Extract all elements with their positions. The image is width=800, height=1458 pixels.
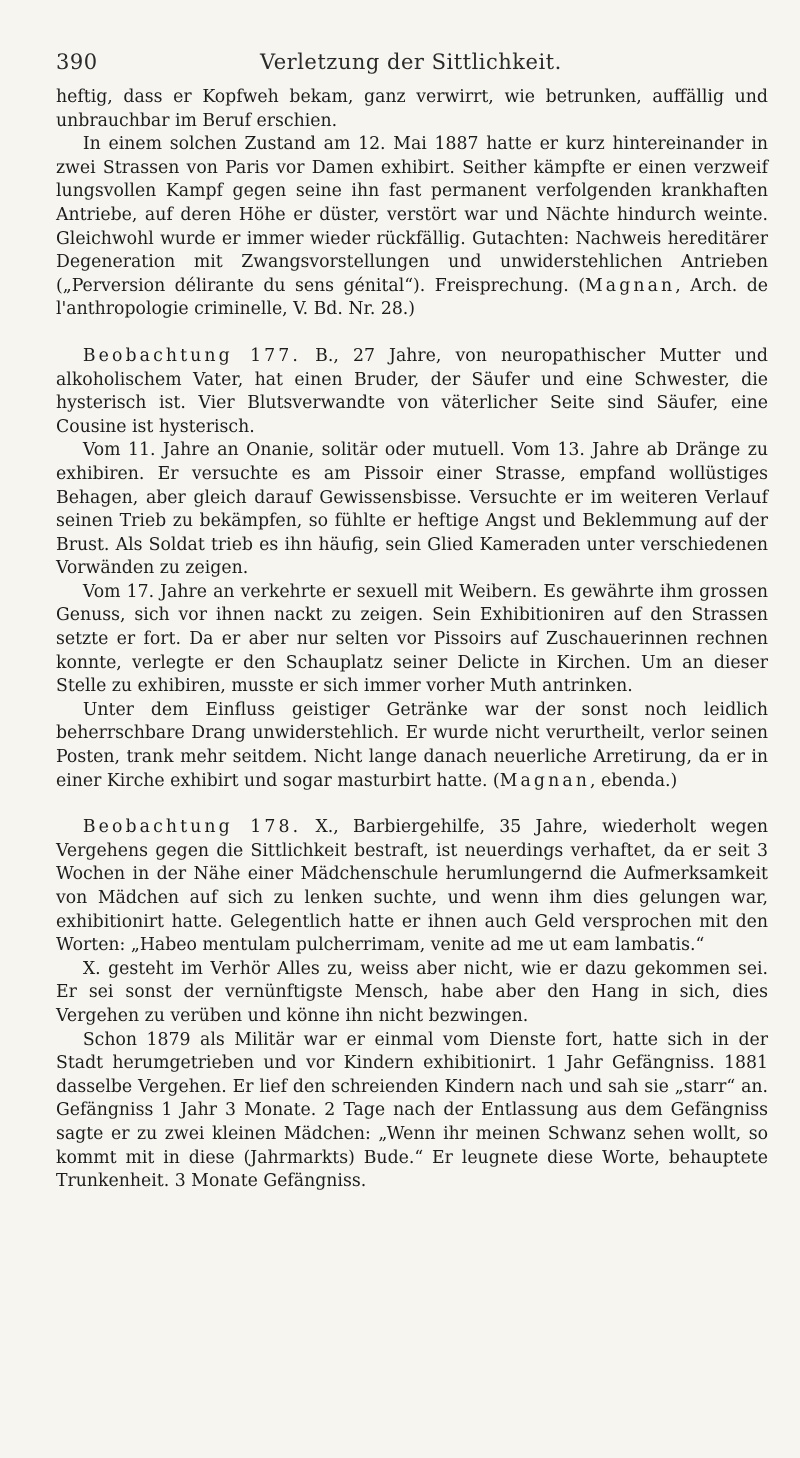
case-heading: Beobachtung 177. [82, 345, 302, 366]
body-text [56, 86, 768, 1194]
paragraph [56, 958, 768, 1029]
paragraph [56, 581, 768, 699]
paragraph-text: Vom 11. Jahre an Onanie, solitär oder mutuell. Vom 13. Jahre ab Dränge zu exhibiren. Er versuchte es am Pissoir einer Strasse, empfand wollüstiges Behagen, aber gleich darauf Gewissensbisse. Versuchte er im weiteren Verlauf seinen Trieb zu bekämpfen, so fühlte er heftige Angst und Beklemmung auf der Brust. Als Soldat trieb es ihn häufig, sein Glied Kameraden unter verschiedenen Vorwänden zu zeigen. [56, 440, 768, 579]
cited-author: Magnan [499, 770, 590, 791]
page-header [56, 50, 760, 82]
paragraph-text: X. gesteht im Verhör Alles zu, weiss aber nicht, wie er dazu gekommen sei. Er sei sonst der vernünftigste Mensch, habe aber den Hang in sich, dies Vergehen zu verüben und könne ihn nicht bezwingen. [56, 958, 768, 1026]
paragraph-text: B., 27 Jahre, von neuropathischer Mutter und alkoholischem Vater, hat einen Bruder, der Säufer und eine Schwester, die hysterisch ist. Vier Blutsverwandte von väterlicher Seite sind Säufer, eine Cousine ist hysterisch. [56, 345, 768, 437]
paragraph [56, 1029, 768, 1194]
case-heading: Beobachtung 178. [82, 817, 302, 838]
paragraph-text: Schon 1879 als Militär war er einmal vom Dienste fort, hatte sich in der Stadt herumgetrieben und vor Kindern exhibitionirt. 1 Jahr Gefängniss. 1881 dasselbe Vergehen. Er lief den schreienden Kindern nach und sah sie „starr“ an. Gefängniss 1 Jahr 3 Monate. 2 Tage nach der Entlassung aus dem Gefängniss sagte er zu zwei kleinen Mädchen: „Wenn ihr meinen Schwanz sehen wollt, so kommt mit in diese (Jahrmarkts) Bude.“ Er leugnete diese Worte, behauptete Trunkenheit. 3 Monate Gefängniss. [56, 1029, 768, 1192]
paragraph-text: Vom 17. Jahre an verkehrte er sexuell mit Weibern. Es gewährte ihm grossen Genuss, sich vor ihnen nackt zu zeigen. Sein Exhibitioniren auf den Strassen setzte er fort. Da er aber nur selten vor Pissoirs auf Zuschauerinnen rechnen konnte, verlegte er den Schauplatz seiner Delicte in Kirchen. Um an dieser Stelle zu exhibiren, musste er sich immer vorher Muth antrinken. [56, 581, 768, 697]
case-paragraph [56, 345, 768, 439]
citation-text: , Arch. de l'anthropologie criminelle, V. Bd. Nr. 28.) [56, 275, 768, 320]
case-paragraph [56, 816, 768, 958]
paragraph [56, 439, 768, 581]
paragraph [56, 86, 768, 133]
cited-author: Magnan [584, 275, 676, 296]
running-head: Verletzung der Sittlichkeit. [260, 50, 562, 74]
paragraph-text: In einem solchen Zustand am 12. Mai 1887 hatte er kurz hintereinander in zwei Strassen von Paris vor Damen exhibirt. Seither kämpfte er einen verzweif lungsvollen Kampf gegen seine ihn fast permanent verfolgenden krankhaften Antriebe, auf deren Höhe er düster, verstört war und Nächte hindurch weinte. Gleichwohl wurde er immer wieder rückfällig. Gutachten: Nachweis hereditärer Degeneration mit Zwangsvorstellungen und unwiderstehlichen Antrieben („Perversion délirante du sens génital“). Freisprechung. ( [56, 134, 768, 296]
paragraph [56, 133, 768, 322]
page-number: 390 [56, 50, 98, 74]
paragraph-text: X., Barbiergehilfe, 35 Jahre, wiederholt wegen Vergehens gegen die Sittlichkeit bestraft, ist neuerdings verhaftet, da er seit 3 Wochen in der Nähe einer Mädchenschule herumlungernd die Aufmerksamkeit von Mädchen auf sich zu lenken suchte, und wenn ihm dies gelungen war, exhibitionirt hatte. Gelegentlich hatte er ihnen auch Geld versprochen mit den Worten: „Habeo mentulam pulcherrimam, venite ad me ut eam lambatis.“ [56, 817, 768, 956]
paragraph-text: heftig, dass er Kopfweh bekam, ganz verwirrt, wie betrunken, auffällig und unbrauchbar im Beruf erschien. [56, 87, 768, 131]
paragraph [56, 699, 768, 793]
citation-text: , ebenda.) [590, 770, 678, 791]
paragraph-text: Unter dem Einfluss geistiger Getränke war der sonst noch leidlich beherrschbare Drang unwiderstehlich. Er wurde nicht verurtheilt, verlor seinen Posten, trank mehr seitdem. Nicht lange danach neuerliche Arretirung, da er in einer Kirche exhibirt und sogar masturbirt hatte. ( [56, 699, 768, 791]
